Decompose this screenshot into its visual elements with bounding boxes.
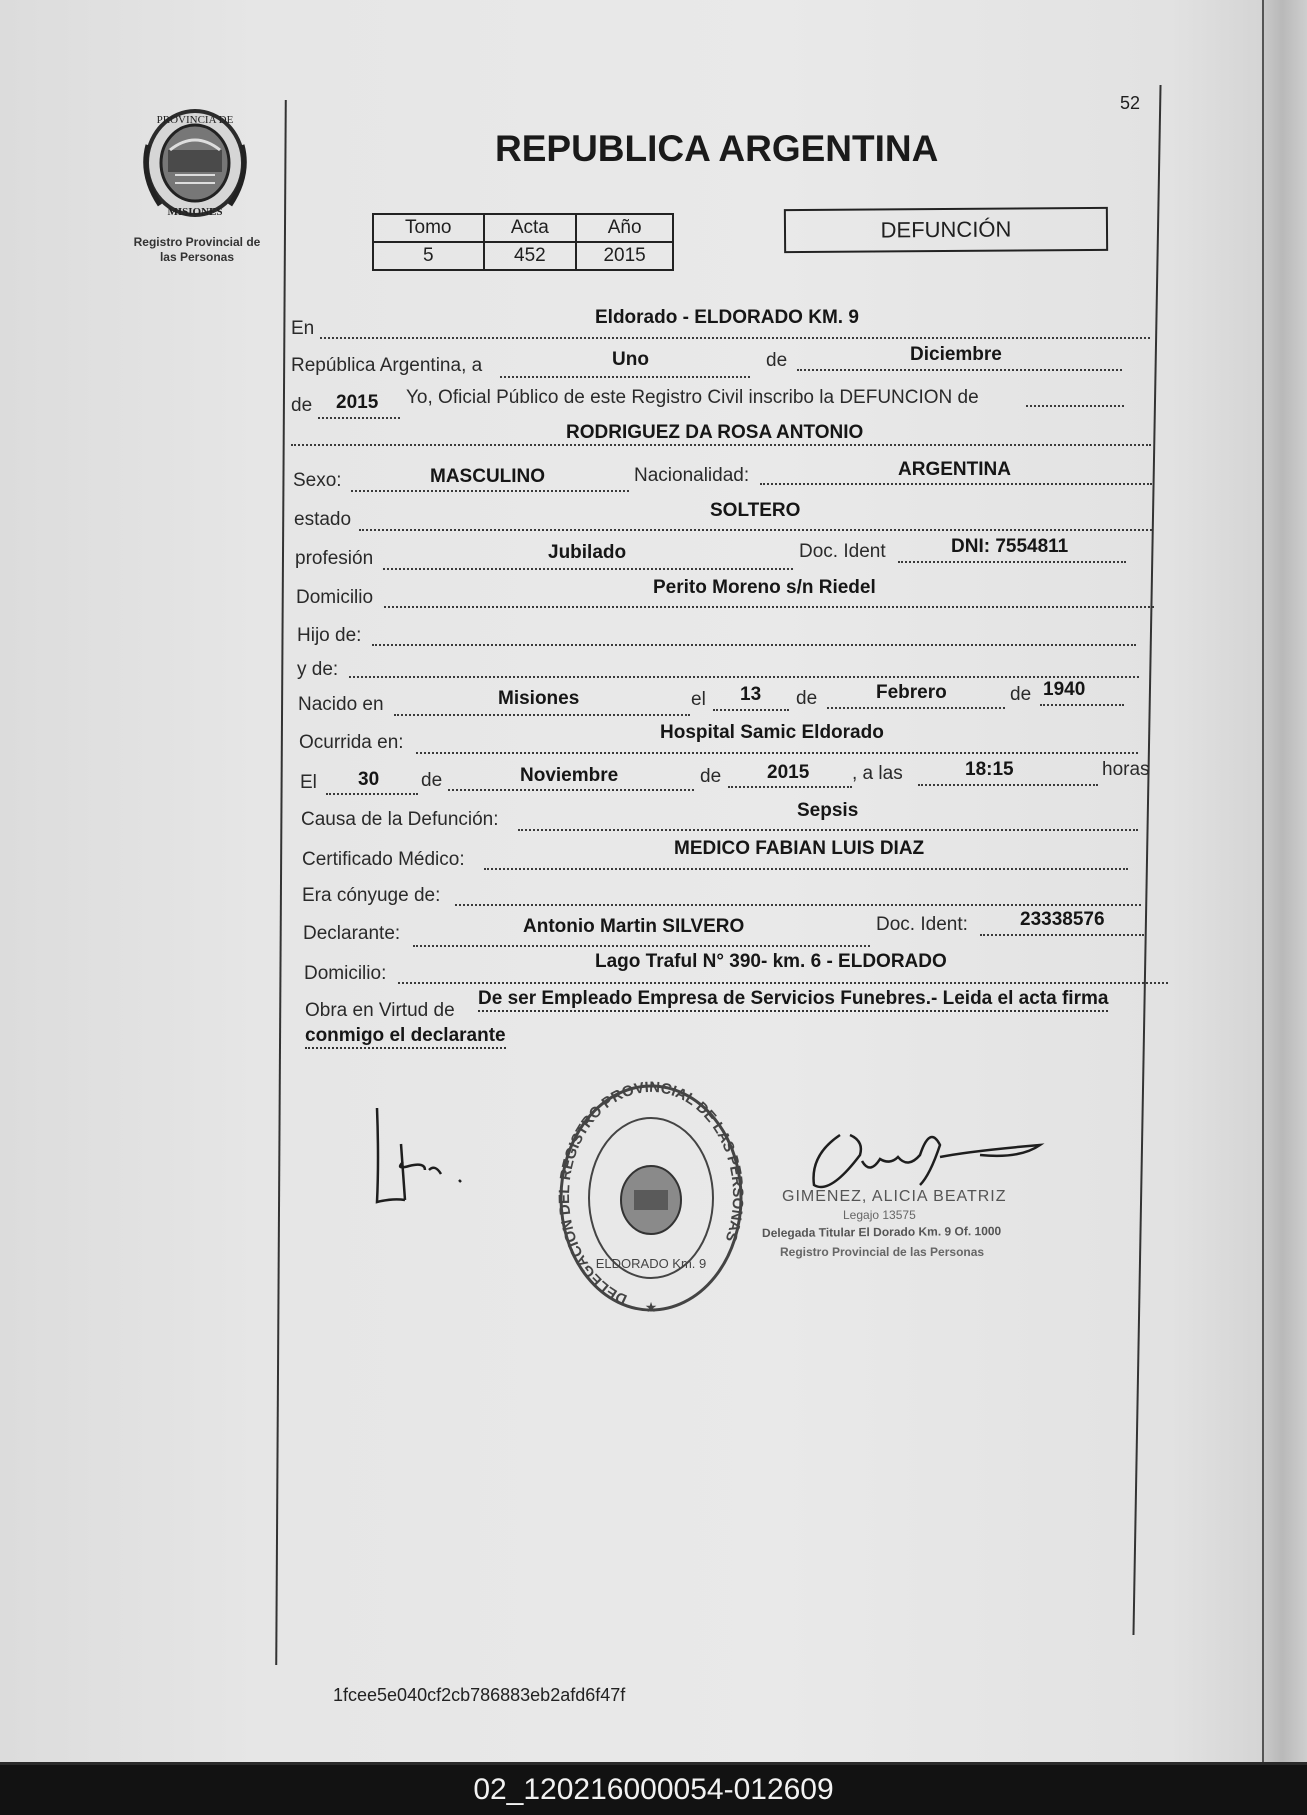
estado-label: estado (294, 509, 352, 530)
page-title: REPUBLICA ARGENTINA (495, 128, 939, 169)
logo-top-text: PROVINCIA DE (156, 114, 234, 126)
declarante-line (413, 945, 870, 947)
domicilio2-label: Domicilio: (304, 963, 387, 984)
record-table (372, 213, 674, 271)
inscribo-text: Yo, Oficial Público de este Registro Civil inscribo la DEFUNCION de (406, 387, 979, 408)
profesion-label: profesión (295, 548, 374, 569)
table-cell-acta: 452 (484, 242, 577, 270)
declarante-doc-label: Doc. Ident: (876, 914, 968, 935)
nacido-dia-line (713, 709, 789, 711)
domicilio2-value: Lago Traful N° 390- km. 6 - ELDORADO (595, 951, 947, 972)
causa-line (518, 829, 1138, 831)
yde-label: y de: (297, 659, 339, 680)
causa-label: Causa de la Defunción: (301, 809, 499, 830)
conyuge-line (455, 904, 1141, 906)
fallec-anio-value: 2015 (767, 762, 810, 783)
sexo-value: MASCULINO (430, 466, 546, 487)
certificado-label: Certificado Médico: (302, 849, 465, 870)
nombre-line (291, 444, 1151, 446)
declarante-doc-value: 23338576 (1020, 909, 1105, 930)
anio-value: 2015 (336, 392, 379, 413)
nacionalidad-line (760, 483, 1152, 485)
fallec-de-label-2: de (700, 766, 722, 787)
hijo-label: Hijo de: (297, 625, 362, 646)
stamp-inner-text: ELDORADO Km. 9 (595, 1256, 707, 1271)
dia-line (500, 376, 750, 378)
province-coat-of-arms-logo (140, 105, 250, 225)
en-line (320, 337, 1150, 339)
fallec-el-label: El (300, 772, 317, 793)
obra-value-line-1: De ser Empleado Empresa de Servicios Funebres.- Leida el acta firma (478, 988, 1108, 1012)
nacido-dia-value: 13 (740, 684, 762, 705)
sexo-line (351, 490, 629, 492)
de-label-1: de (766, 350, 788, 371)
nacido-anio-line (1040, 704, 1124, 706)
doc-ident-label: Doc. Ident (799, 541, 886, 562)
ocurrida-value: Hospital Samic Eldorado (660, 722, 884, 743)
fallec-de-label-1: de (421, 770, 443, 791)
document-type-box: DEFUNCIÓN (784, 207, 1108, 253)
stamp-star-icon: ★ (644, 1299, 658, 1315)
profesion-line (383, 568, 793, 570)
mes-value: Diciembre (910, 344, 1002, 365)
nacionalidad-value: ARGENTINA (898, 459, 1011, 480)
page-number: 52 (1120, 93, 1141, 113)
obra-label: Obra en Virtud de (305, 1000, 455, 1021)
ocurrida-line (416, 752, 1138, 754)
registry-stamp (556, 1080, 746, 1320)
fallec-mes-line (448, 789, 694, 791)
nacido-lugar-value: Misiones (498, 688, 580, 709)
doc-ident-line (898, 561, 1126, 563)
stamp-ring-text: DELEGACION DEL REGISTRO PROVINCIAL DE LAS PERSONAS (556, 1080, 746, 1308)
estado-line (359, 529, 1152, 531)
logo-bottom-text: MISIONES (167, 206, 223, 218)
en-label: En (291, 318, 315, 339)
hora-value: 18:15 (965, 759, 1014, 780)
causa-value: Sepsis (797, 800, 859, 821)
official-name: GIMENEZ, ALICIA BEATRIZ (782, 1188, 1007, 1205)
dia-value: Uno (612, 349, 649, 370)
domicilio-value: Perito Moreno s/n Riedel (653, 577, 876, 598)
de-label-2: de (291, 395, 313, 416)
official-legajo: Legajo 13575 (843, 1208, 916, 1222)
horas-label: horas (1102, 759, 1150, 780)
en-value: Eldorado - ELDORADO KM. 9 (595, 307, 859, 328)
nacionalidad-label: Nacionalidad: (634, 465, 750, 486)
inscribo-line (1026, 405, 1124, 407)
nacido-de-label-1: de (796, 688, 818, 709)
nacido-el-label: el (691, 689, 706, 710)
hora-line (918, 784, 1098, 786)
yde-line (349, 676, 1139, 678)
registry-line-2: las Personas (159, 250, 235, 264)
table-header-acta: Acta (484, 214, 577, 242)
nacido-label: Nacido en (298, 694, 384, 715)
mes-line (797, 369, 1122, 371)
hijo-line (372, 644, 1136, 646)
file-id-bar (0, 1765, 1307, 1815)
doc-ident-value: DNI: 7554811 (951, 536, 1069, 557)
ocurrida-label: Ocurrida en: (299, 732, 404, 753)
fallec-mes-value: Noviembre (520, 765, 619, 786)
nacido-mes-line (827, 707, 1005, 709)
fallec-anio-line (728, 786, 852, 788)
conyuge-label: Era cónyuge de: (302, 885, 441, 906)
deceased-name: RODRIGUEZ DA ROSA ANTONIO (566, 422, 864, 443)
document-hash: 1fcee5e040cf2cb786883eb2afd6f47f (333, 1685, 626, 1705)
certificado-line (484, 868, 1128, 870)
table-header-anio: Año (576, 214, 673, 242)
page-edge (1262, 0, 1307, 1762)
republica-label: República Argentina, a (291, 355, 483, 376)
estado-value: SOLTERO (710, 500, 801, 521)
official-registry: Registro Provincial de las Personas (780, 1245, 985, 1259)
obra-value-line-2: conmigo el declarante (305, 1025, 506, 1049)
anio-line (318, 417, 400, 419)
nacido-de-label-2: de (1010, 684, 1032, 705)
nacido-lugar-line (394, 714, 690, 716)
declarante-doc-line (980, 934, 1144, 936)
table-cell-tomo: 5 (373, 242, 484, 270)
alas-label: , a las (852, 763, 903, 784)
certificado-value: MEDICO FABIAN LUIS DIAZ (674, 838, 925, 859)
file-id: 02_120216000054-012609 (473, 1773, 834, 1806)
sexo-label: Sexo: (293, 470, 342, 491)
registry-line-1: Registro Provincial de (133, 235, 261, 249)
fallec-dia-line (326, 793, 418, 795)
nacido-mes-value: Febrero (876, 682, 947, 703)
registry-name (122, 235, 272, 265)
declarante-value: Antonio Martin SILVERO (523, 916, 745, 937)
table-header-tomo: Tomo (373, 214, 484, 242)
profesion-value: Jubilado (548, 542, 627, 563)
declarante-label: Declarante: (303, 923, 401, 944)
official-role: Delegada Titular El Dorado Km. 9 Of. 1000 (761, 1223, 1002, 1241)
nacido-anio-value: 1940 (1043, 679, 1086, 700)
declarant-signature (365, 1100, 485, 1220)
domicilio-label: Domicilio (296, 587, 374, 608)
table-cell-anio: 2015 (576, 242, 673, 270)
domicilio-line (384, 606, 1154, 608)
domicilio2-line (398, 982, 1168, 984)
fallec-dia-value: 30 (358, 769, 380, 790)
